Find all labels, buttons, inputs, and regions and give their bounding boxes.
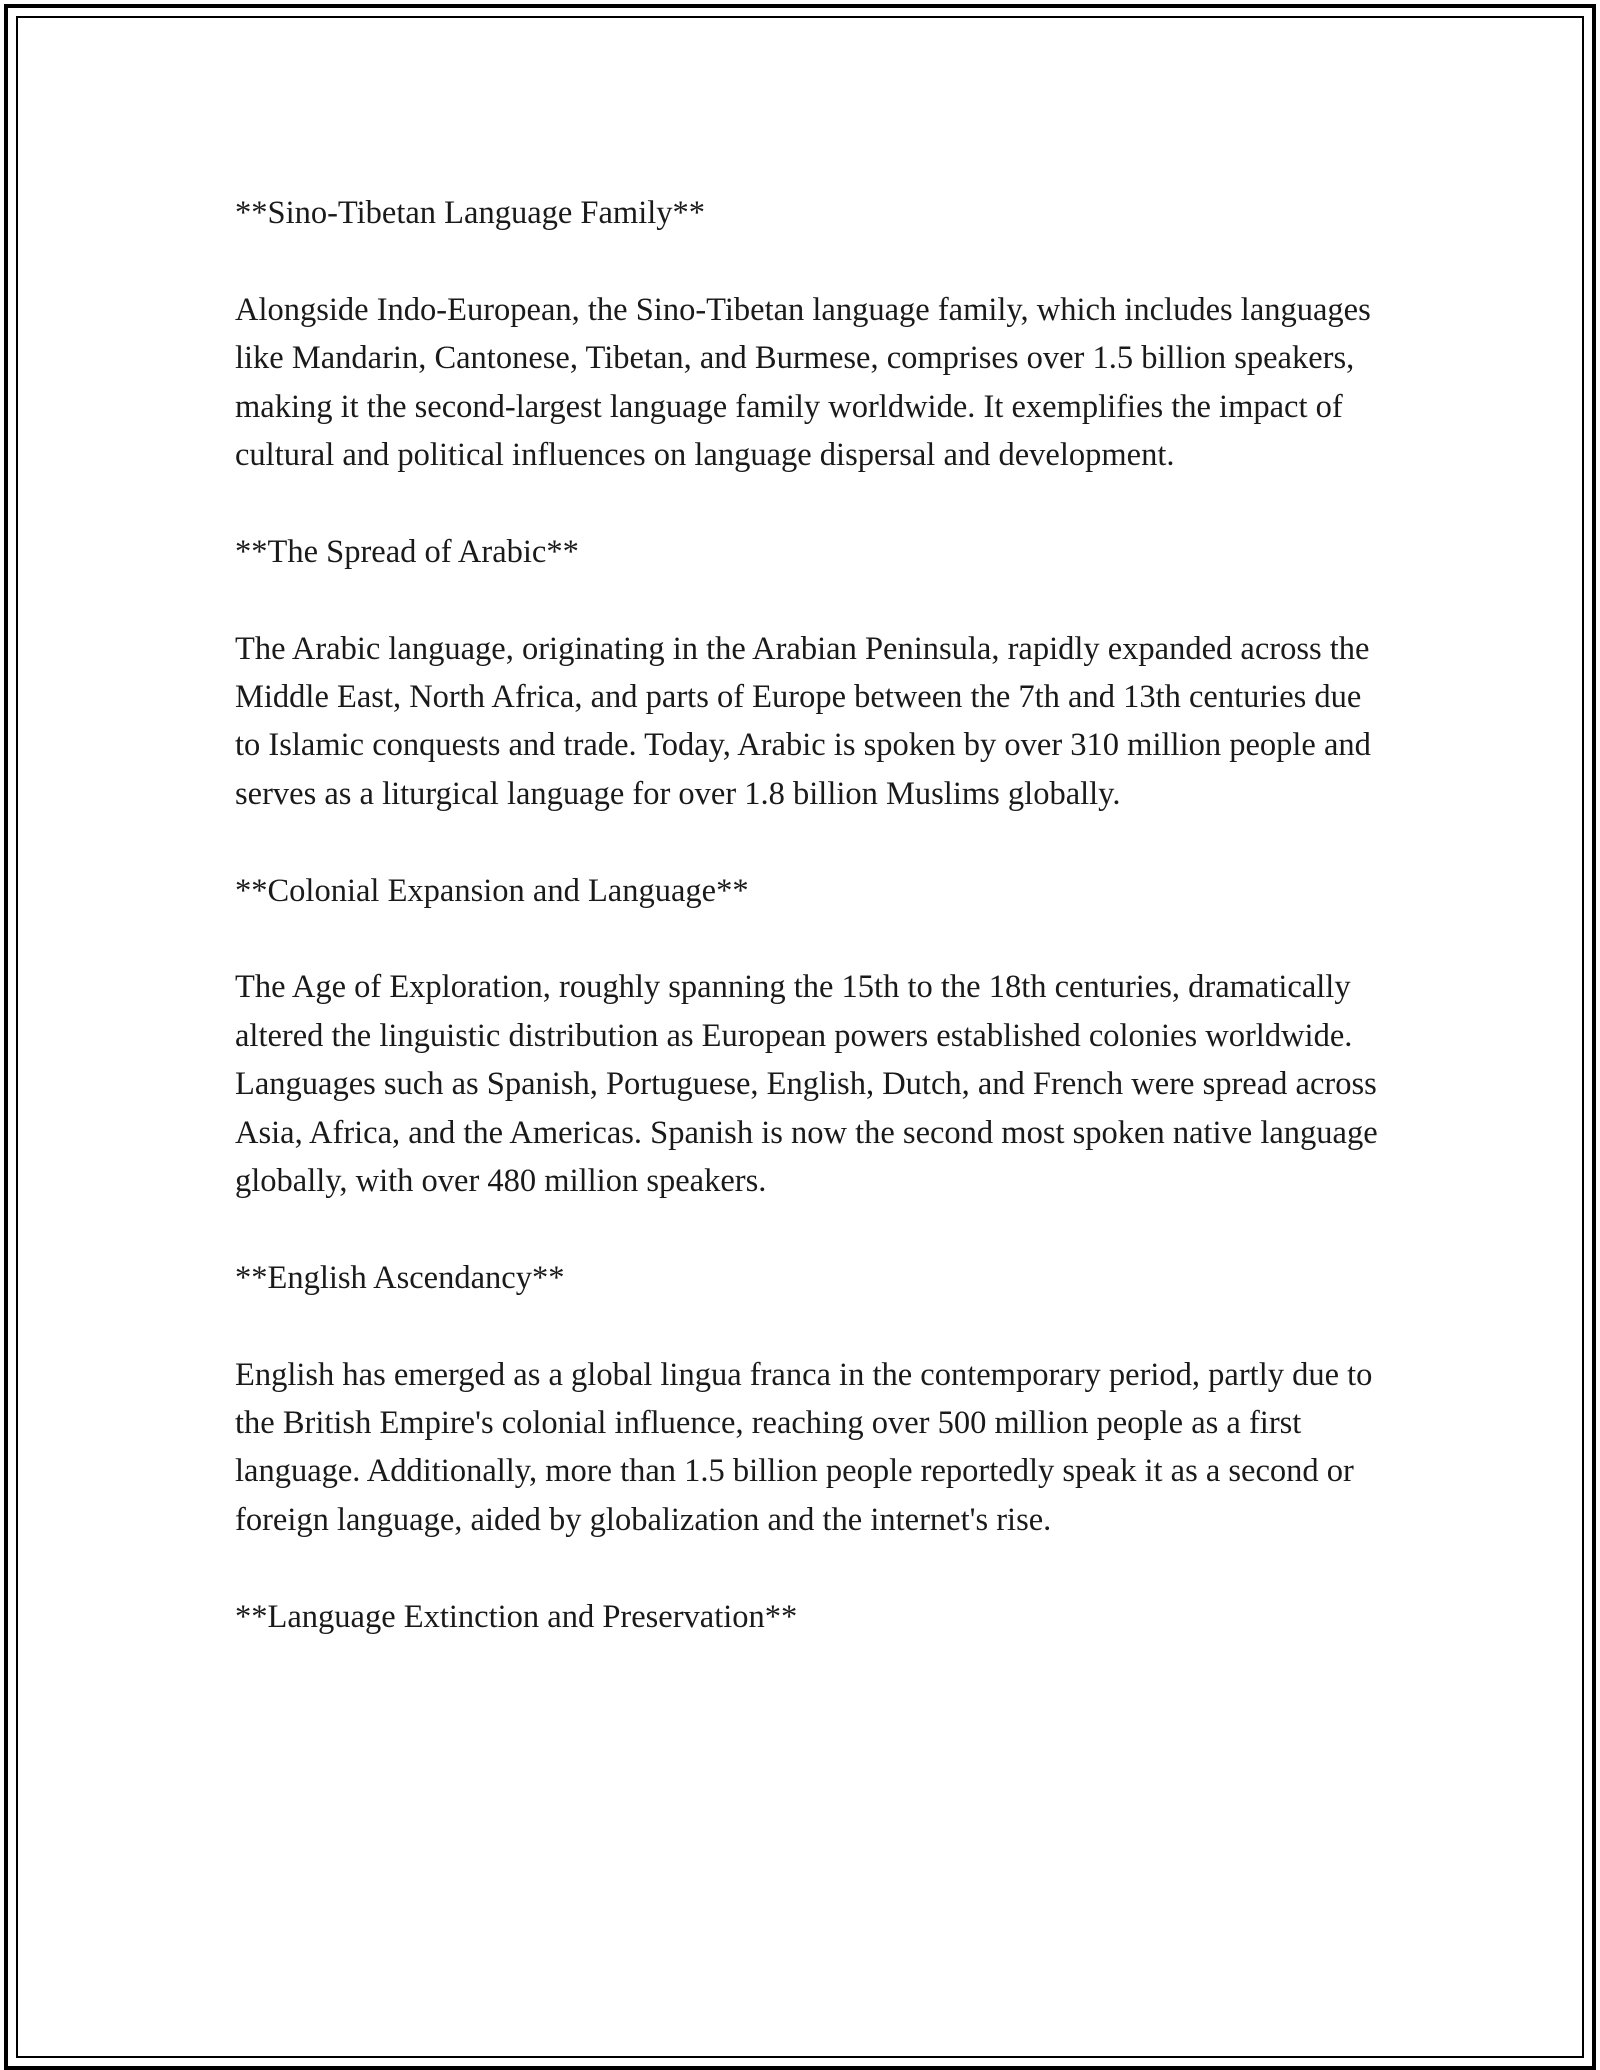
section-body-arabic: The Arabic language, originating in the Arabian Peninsula, rapidly expanded across the Middle East, North Africa, and parts of Europe between the 7th and 13th centuries due to Islamic conquests and trade. Today, Arabic is spoken by over 310 million people and serves as a liturgical language for over 1.8 billion Muslims globally. [235, 630, 1371, 812]
section-heading-colonial: **Colonial Expansion and Language** [235, 872, 749, 909]
section-body-sino-tibetan: Alongside Indo-European, the Sino-Tibetan language family, which includes languages like Mandarin, Cantonese, Tibetan, and Burmese, comprises over 1.5 billion speakers, making it the second-largest language family worldwide. It exemplifies the impact of cultural and political influences on language dispersal and development. [235, 291, 1371, 474]
document-body [235, 189, 1385, 1641]
section-heading-sino-tibetan: **Sino-Tibetan Language Family** [235, 195, 706, 231]
section-heading-english: **English Ascendancy** [235, 1259, 565, 1296]
section-heading-extinction: **Language Extinction and Preservation** [235, 1598, 798, 1635]
section-heading-arabic: **The Spread of Arabic** [235, 533, 579, 570]
section-body-english: English has emerged as a global lingua franca in the contemporary period, partly due to the British Empire's colonial influence, reaching over 500 million people as a first language. Additionally, more than 1.5 billion people reportedly speak it as a second or foreign language, aided by globalization and the internet's rise. [235, 1356, 1373, 1538]
section-body-colonial: The Age of Exploration, roughly spanning the 15th to the 18th centuries, dramatically altered the linguistic distribution as European powers established colonies worldwide. Languages such as Spanish, Portuguese, English, Dutch, and French were spread across Asia, Africa, and the Americas. Spanish is now the second most spoken native language globally, with over 480 million speakers. [235, 969, 1378, 1200]
